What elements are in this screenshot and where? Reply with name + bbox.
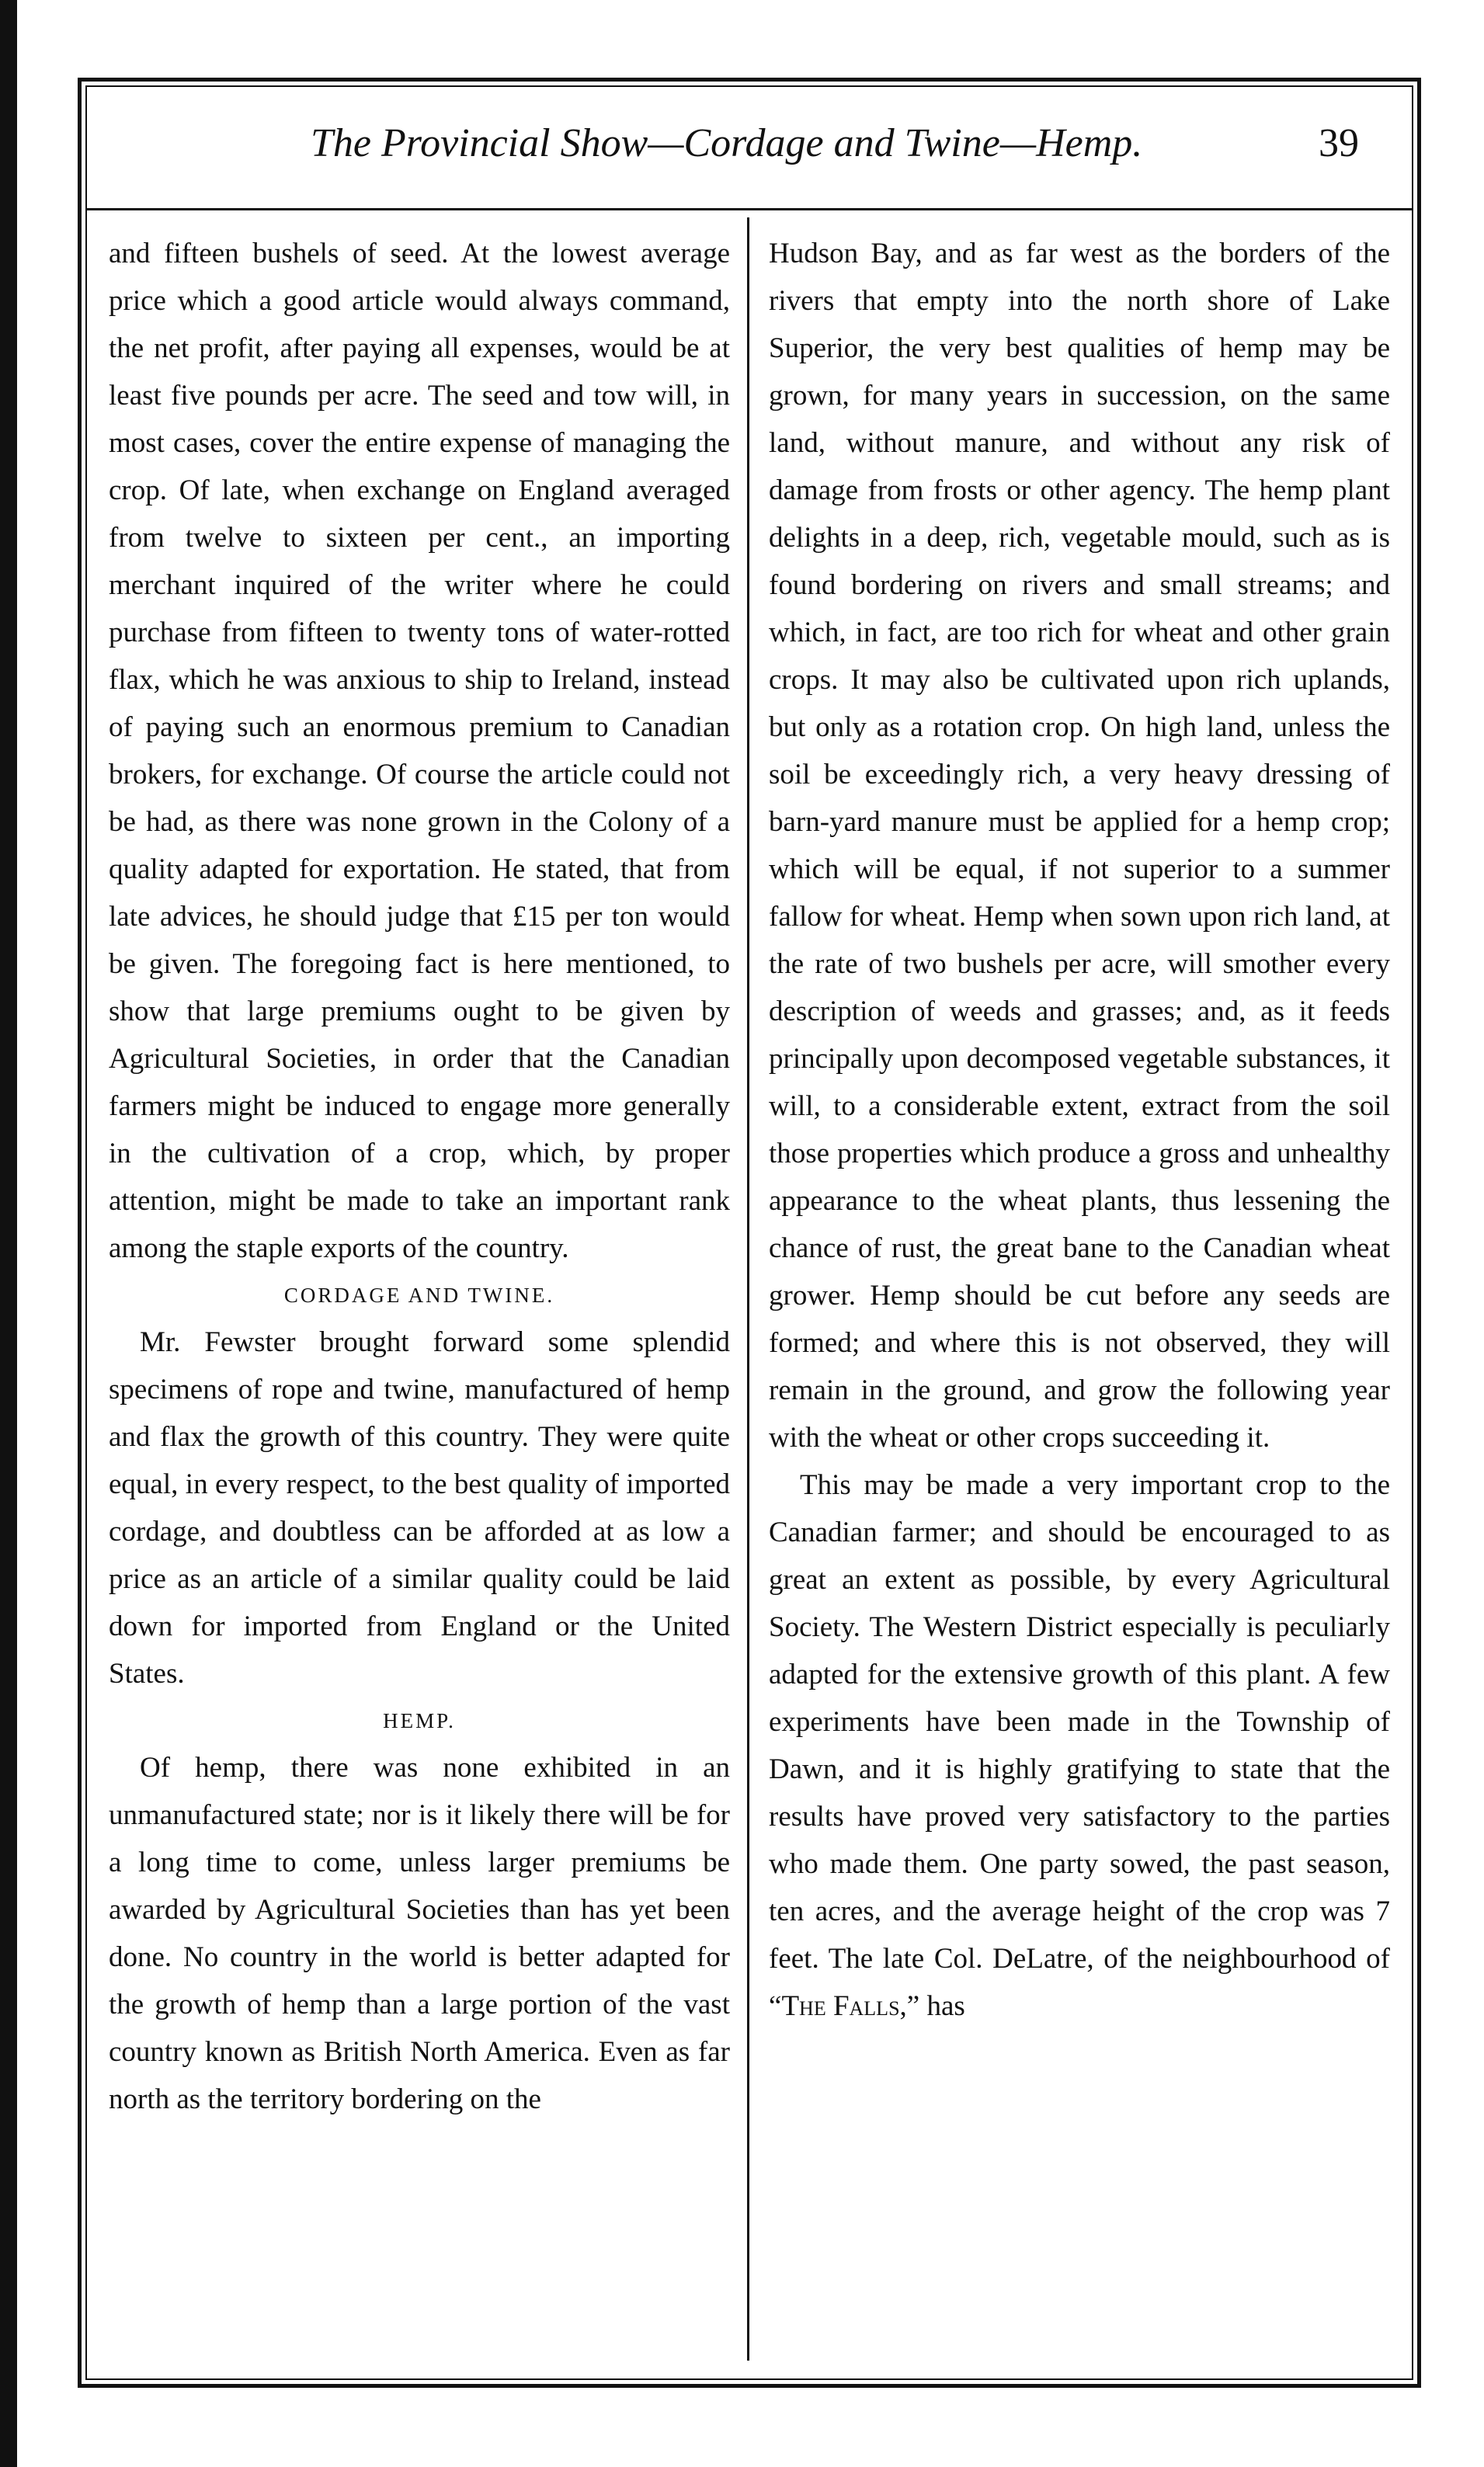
running-title: The Provincial Show—Cordage and Twine—Hemp. — [311, 121, 1143, 165]
column-divider — [747, 217, 749, 2361]
the-falls-name: The Falls — [781, 1990, 900, 2022]
right-column — [769, 230, 1390, 2030]
page-number: 39 — [1319, 121, 1359, 165]
header-rule — [87, 208, 1412, 210]
heading-hemp: HEMP. — [383, 1709, 456, 1732]
paragraph-hemp-intro: Of hemp, there was none exhibited in an unmanufactured state; nor is it likely there will be for a long time to come, unless larger premiums be awarded by Agricultural Societies than has yet been done. No country in the world is better adapted for the growth of hemp than a large portion of the vast country known as British North America. Even as far north as the territory bordering on the — [109, 1752, 730, 2115]
paragraph-hemp-cultivation: Hudson Bay, and as far west as the borders of the rivers that empty into the north shore of Lake Superior, the very best qualities of hemp may be grown, for many years in succession, on the same land, without manure, and without any risk of damage from frosts or other agency. The hemp plant delights in a deep, rich, vegetable mould, such as is found bordering on rivers and small streams; and which, in fact, are too rich for wheat and other grain crops. It may also be cultivated upon rich uplands, but only as a rotation crop. On high land, unless the soil be exceedingly rich, a very heavy dressing of barn-yard manure must be applied for a hemp crop; which will be equal, if not superior to a summer fallow for wheat. Hemp when sown upon rich land, at the rate of two bushels per acre, will smother every description of weeds and grasses; and, as it feeds principally upon decomposed vegetable substances, it will, to a considerable extent, extract from the soil those properties which produce a gross and unhealthy appearance to the wheat plants, thus lessening the chance of rust, the great bane to the Canadian wheat grower. Hemp should be cut before any seeds are formed; and where this is not observed, they will remain in the ground, and grow the following year with the wheat or other crops succeeding it. — [769, 238, 1390, 1454]
binding-edge — [0, 0, 17, 2467]
paragraph-text-start: This may be made a very important crop to the Canadian farmer; and should be encouraged to as great an extent as possible, by every Agricultural Society. The Western District especially is peculiarly adapted for the extensive growth of this plant. A few experiments have been made in the Township of Dawn, and it is highly gratifying to state that the results have proved very satisfactory to the parties who made them. One party sowed, the past season, ten acres, and the average height of the crop was 7 feet. The late Col. DeLatre, of the neighbourhood of “ — [769, 1469, 1390, 2022]
left-column — [109, 230, 730, 2123]
heading-cordage-and-twine: CORDAGE AND TWINE. — [283, 1284, 555, 1307]
running-head — [93, 116, 1413, 186]
paragraph-text-end: ,” has — [899, 1990, 965, 2022]
paragraph-hemp-encouragement — [769, 1461, 1390, 2030]
paragraph-cordage: Mr. Fewster brought forward some splendid specimens of rope and twine, manufactured of hemp and flax the growth of this country. They were quite equal, in every respect, to the best quality of imported cordage, and doubtless can be afforded at as low a price as an article of a similar quality could be laid down for imported from England or the United States. — [109, 1326, 730, 1690]
paragraph-flax-profit: and fifteen bushels of seed. At the lowest average price which a good article would always command, the net profit, after paying all expenses, would be at least five pounds per acre. The seed and tow will, in most cases, cover the entire expense of managing the crop. Of late, when exchange on England averaged from twelve to sixteen per cent., an importing merchant inquired of the writer where he could purchase from fifteen to twenty tons of water-rotted flax, which he was anxious to ship to Ireland, instead of paying such an enormous premium to Canadian brokers, for exchange. Of course the article could not be had, as there was none grown in the Colony of a quality adapted for exportation. He stated, that from late advices, he should judge that £15 per ton would be given. The foregoing fact is here mentioned, to show that large premiums ought to be given by Agricultural Societies, in order that the Canadian farmers might be induced to engage more generally in the cultivation of a crop, which, by proper attention, might be made to take an important rank among the staple exports of the country. — [109, 238, 730, 1264]
